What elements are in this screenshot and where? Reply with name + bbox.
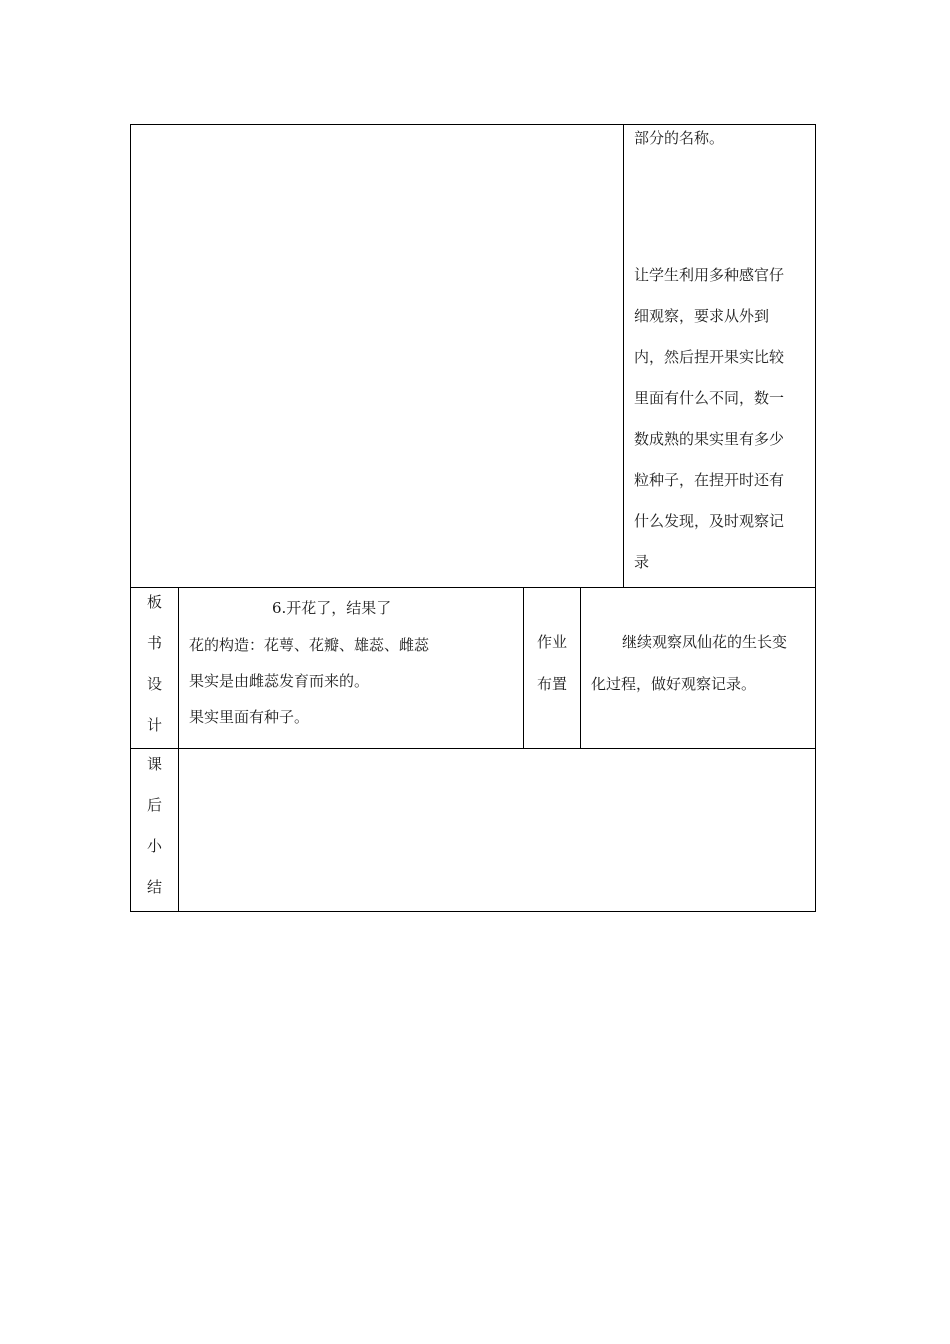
homework-label-line: 布置 bbox=[536, 675, 567, 693]
lesson-table-top bbox=[130, 124, 816, 588]
board-line: 花的构造：花萼、花瓣、雄蕊、雌蕊 bbox=[189, 636, 430, 654]
board-design-label-char: 计 bbox=[146, 716, 162, 734]
board-line: 果实里面有种子。 bbox=[189, 708, 310, 726]
board-homework-row bbox=[131, 587, 815, 749]
board-design-label bbox=[131, 587, 179, 748]
board-design-content bbox=[179, 587, 524, 748]
intent-line: 录 bbox=[634, 553, 650, 571]
intent-line: 数成熟的果实里有多少 bbox=[634, 430, 785, 448]
design-intent-cell bbox=[624, 125, 815, 587]
summary-content bbox=[179, 749, 815, 911]
summary-label-char: 课 bbox=[146, 755, 162, 773]
homework-label bbox=[524, 587, 581, 748]
board-design-label-char: 板 bbox=[146, 593, 162, 611]
summary-label-char: 后 bbox=[146, 796, 162, 814]
homework-line: 化过程，做好观察记录。 bbox=[591, 675, 757, 693]
intent-line: 让学生利用多种感官仔 bbox=[634, 266, 785, 284]
homework-line: 继续观察凤仙花的生长变 bbox=[622, 633, 788, 651]
board-design-label-char: 设 bbox=[146, 675, 162, 693]
intent-line: 什么发现，及时观察记 bbox=[634, 512, 785, 530]
summary-label-char: 结 bbox=[146, 878, 162, 896]
homework-label-line: 作业 bbox=[536, 633, 567, 651]
board-line: 果实是由雌蕊发育而来的。 bbox=[189, 672, 370, 690]
homework-content bbox=[581, 587, 815, 748]
intent-line: 内，然后捏开果实比较 bbox=[634, 348, 785, 366]
intent-line: 里面有什么不同，数一 bbox=[634, 389, 785, 407]
teaching-process-cell bbox=[131, 125, 624, 587]
summary-label-char: 小 bbox=[146, 837, 162, 855]
summary-row bbox=[131, 749, 815, 911]
intent-line: 细观察，要求从外到 bbox=[634, 307, 770, 325]
summary-label bbox=[131, 749, 179, 911]
intent-line: 部分的名称。 bbox=[634, 129, 725, 147]
intent-line: 粒种子，在捏开时还有 bbox=[634, 471, 785, 489]
lesson-table-bottom bbox=[130, 587, 816, 912]
board-title: 6.开花了，结果了 bbox=[272, 599, 392, 617]
board-design-label-char: 书 bbox=[146, 634, 162, 652]
